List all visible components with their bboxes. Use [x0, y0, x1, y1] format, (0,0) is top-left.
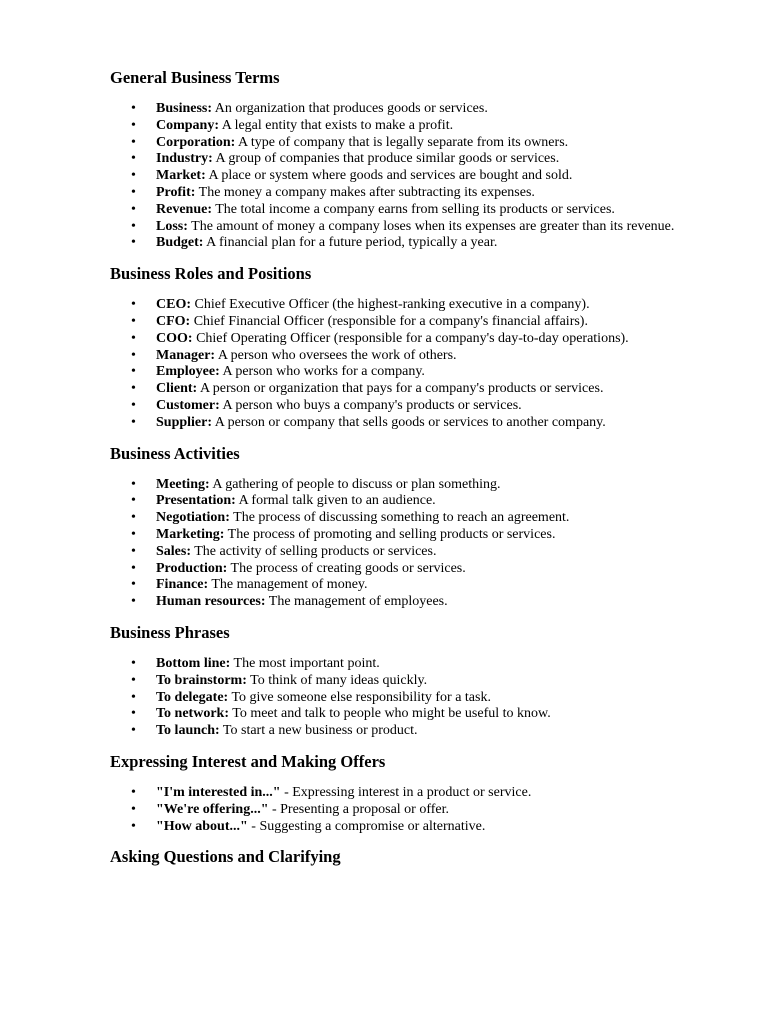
bullet-icon: • — [131, 655, 136, 671]
term-definition: A gathering of people to discuss or plan something. — [209, 476, 501, 492]
term-label: "I'm interested in..." — [156, 784, 281, 800]
term-definition: - Presenting a proposal or offer. — [268, 801, 450, 817]
list-item — [110, 415, 710, 432]
term-definition: - Expressing interest in a product or service. — [280, 784, 532, 800]
list-item — [110, 135, 710, 152]
term-definition: A person who buys a company's products or services. — [219, 397, 522, 413]
bullet-icon: • — [131, 672, 136, 688]
bullet-icon: • — [131, 560, 136, 576]
term-definition: A group of companies that produce similar goods or services. — [212, 151, 560, 167]
term-definition: To give someone else responsibility for a task. — [228, 689, 491, 705]
document-page — [110, 66, 710, 880]
list-item — [110, 297, 710, 314]
term-label: To network: — [156, 706, 229, 722]
list-item — [110, 118, 710, 135]
term-label: Presentation: — [156, 493, 236, 509]
bullet-icon: • — [131, 577, 136, 593]
bullet-icon: • — [131, 330, 136, 346]
section-heading: Asking Questions and Clarifying — [110, 847, 341, 867]
term-definition: The process of creating goods or services. — [227, 560, 466, 576]
bullet-icon: • — [131, 347, 136, 363]
list-item — [110, 544, 710, 561]
bullet-icon: • — [131, 526, 136, 542]
term-label: Employee: — [156, 364, 220, 380]
term-definition: To think of many ideas quickly. — [246, 672, 428, 688]
section-heading: Business Activities — [110, 443, 240, 463]
section-heading: Expressing Interest and Making Offers — [110, 751, 386, 771]
section-heading: Business Roles and Positions — [110, 264, 312, 284]
term-definition: A person or organization that pays for a company's products or services. — [197, 381, 604, 397]
list-item — [110, 706, 710, 723]
bullet-icon: • — [131, 297, 136, 313]
list-item — [110, 331, 710, 348]
list-item — [110, 723, 710, 740]
list-item — [110, 690, 710, 707]
term-definition: Chief Operating Officer (responsible for a company's day-to-day operations). — [192, 330, 629, 346]
bullet-icon: • — [131, 134, 136, 150]
list-item — [110, 819, 710, 836]
bullet-icon: • — [131, 689, 136, 705]
list-item — [110, 381, 710, 398]
bullet-icon: • — [131, 723, 136, 739]
bullet-icon: • — [131, 594, 136, 610]
term-label: CEO: — [156, 297, 191, 313]
term-list — [110, 477, 710, 611]
term-definition: The management of money. — [208, 577, 368, 593]
term-list — [110, 101, 710, 252]
term-label: CFO: — [156, 313, 191, 329]
list-item — [110, 348, 710, 365]
list-item — [110, 561, 710, 578]
term-label: COO: — [156, 330, 193, 346]
term-label: To launch: — [156, 723, 220, 739]
bullet-icon: • — [131, 101, 136, 116]
term-definition: An organization that produces goods or services. — [212, 101, 488, 116]
bullet-icon: • — [131, 784, 136, 800]
bullet-icon: • — [131, 818, 136, 834]
list-item — [110, 219, 710, 236]
term-definition: Chief Financial Officer (responsible for a company's financial affairs). — [190, 313, 588, 329]
term-label: Budget: — [156, 235, 204, 251]
list-item — [110, 673, 710, 690]
bullet-icon: • — [131, 168, 136, 184]
list-item — [110, 364, 710, 381]
term-label: Market: — [156, 168, 206, 184]
list-item — [110, 168, 710, 185]
list-item — [110, 398, 710, 415]
list-item — [110, 577, 710, 594]
term-label: Corporation: — [156, 134, 236, 150]
term-definition: A place or system where goods and services are bought and sold. — [205, 168, 573, 184]
list-item — [110, 314, 710, 331]
term-label: To brainstorm: — [156, 672, 247, 688]
term-definition: To start a new business or product. — [219, 723, 418, 739]
term-label: Bottom line: — [156, 655, 231, 671]
bullet-icon: • — [131, 801, 136, 817]
bullet-icon: • — [131, 543, 136, 559]
term-label: To delegate: — [156, 689, 229, 705]
list-item — [110, 101, 710, 118]
term-label: Production: — [156, 560, 228, 576]
term-definition: The money a company makes after subtracting its expenses. — [195, 184, 535, 200]
term-definition: The process of discussing something to reach an agreement. — [229, 510, 570, 526]
bullet-icon: • — [131, 476, 136, 492]
term-label: Supplier: — [156, 414, 213, 430]
bullet-icon: • — [131, 184, 136, 200]
term-label: "We're offering..." — [156, 801, 269, 817]
bullet-icon: • — [131, 117, 136, 133]
term-definition: A person who works for a company. — [219, 364, 425, 380]
term-label: Revenue: — [156, 201, 212, 217]
term-label: Company: — [156, 117, 220, 133]
list-item — [110, 785, 710, 802]
bullet-icon: • — [131, 510, 136, 526]
term-label: Manager: — [156, 347, 216, 363]
list-item — [110, 235, 710, 252]
bullet-icon: • — [131, 218, 136, 234]
term-label: Marketing: — [156, 526, 225, 542]
term-definition: The process of promoting and selling products or services. — [224, 526, 556, 542]
term-definition: - Suggesting a compromise or alternative. — [247, 818, 486, 834]
section-heading: General Business Terms — [110, 68, 280, 87]
term-definition: A person who oversees the work of others. — [215, 347, 457, 363]
list-item — [110, 185, 710, 202]
bullet-icon: • — [131, 364, 136, 380]
list-item — [110, 493, 710, 510]
bullet-icon: • — [131, 381, 136, 397]
term-label: Sales: — [156, 543, 191, 559]
bullet-icon: • — [131, 313, 136, 329]
list-item — [110, 656, 710, 673]
list-item — [110, 510, 710, 527]
term-definition: A legal entity that exists to make a profit. — [219, 117, 454, 133]
term-label: Profit: — [156, 184, 196, 200]
term-definition: The total income a company earns from selling its products or services. — [212, 201, 615, 217]
term-definition: The activity of selling products or services. — [191, 543, 437, 559]
bullet-icon: • — [131, 201, 136, 217]
term-list — [110, 297, 710, 431]
list-item — [110, 802, 710, 819]
term-definition: A formal talk given to an audience. — [235, 493, 436, 509]
bullet-icon: • — [131, 397, 136, 413]
term-list — [110, 785, 710, 835]
term-label: Business: — [156, 101, 213, 116]
term-definition: The amount of money a company loses when its expenses are greater than its revenue. — [187, 218, 675, 234]
list-item — [110, 151, 710, 168]
term-definition: The management of employees. — [265, 594, 448, 610]
term-label: Client: — [156, 381, 198, 397]
list-item — [110, 594, 710, 611]
bullet-icon: • — [131, 493, 136, 509]
term-definition: A type of company that is legally separate from its owners. — [235, 134, 569, 150]
term-label: Meeting: — [156, 476, 210, 492]
bullet-icon: • — [131, 235, 136, 251]
term-definition: Chief Executive Officer (the highest-ranking executive in a company). — [191, 297, 590, 313]
bullet-icon: • — [131, 414, 136, 430]
bullet-icon: • — [131, 706, 136, 722]
list-item — [110, 477, 710, 494]
term-label: Human resources: — [156, 594, 266, 610]
bullet-icon: • — [131, 151, 136, 167]
term-label: "How about..." — [156, 818, 248, 834]
term-label: Loss: — [156, 218, 188, 234]
term-label: Industry: — [156, 151, 213, 167]
term-definition: The most important point. — [230, 655, 380, 671]
term-definition: A financial plan for a future period, typically a year. — [203, 235, 498, 251]
list-item — [110, 202, 710, 219]
term-list — [110, 656, 710, 740]
section-heading: Business Phrases — [110, 622, 230, 642]
term-label: Finance: — [156, 577, 209, 593]
term-label: Negotiation: — [156, 510, 230, 526]
term-label: Customer: — [156, 397, 220, 413]
term-definition: A person or company that sells goods or services to another company. — [212, 414, 606, 430]
term-definition: To meet and talk to people who might be useful to know. — [229, 706, 551, 722]
list-item — [110, 527, 710, 544]
